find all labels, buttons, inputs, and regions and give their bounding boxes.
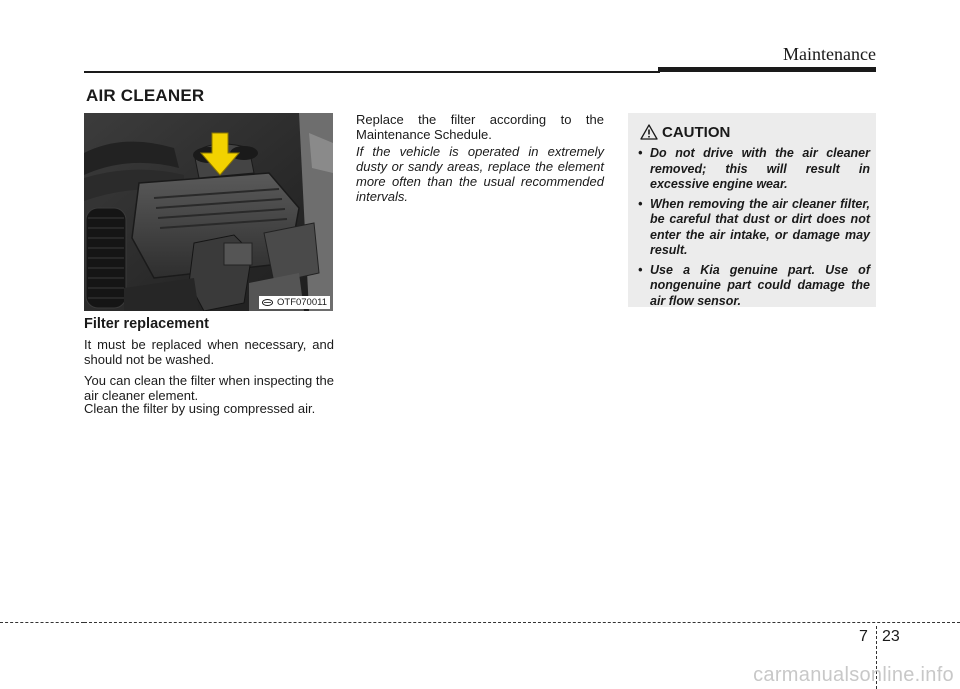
bullet: • (638, 146, 643, 160)
caution-item-text: When removing the air cleaner filter, be careful that dust or dirt does not enter the air intake, or damage may result. (650, 196, 870, 257)
caution-item (638, 263, 870, 310)
caution-item-text: Use a Kia genuine part. Use of nongenuine part could damage the air flow sensor. (650, 262, 870, 308)
paragraph-italic: If the vehicle is operated in extremely dusty or sandy areas, replace the element more often than the usual recommended intervals. (356, 144, 604, 204)
paragraph: You can clean the filter when inspecting the air cleaner element. (84, 373, 334, 403)
paragraph: Clean the filter by using compressed air. (84, 401, 316, 416)
watermark-link[interactable]: carmanualsonline.info (753, 664, 954, 686)
bullet: • (638, 196, 643, 211)
header-rule (84, 71, 660, 73)
warning-triangle-icon (640, 124, 658, 140)
subheading-filter-replacement: Filter replacement (84, 316, 209, 332)
chapter-number: 7 (859, 628, 868, 645)
paragraph: Replace the filter according to the Maintenance Schedule. (356, 112, 604, 142)
caution-header (640, 123, 730, 141)
section-title: AIR CLEANER (86, 86, 205, 105)
vehicle-outline-icon (262, 299, 273, 306)
bullet: • (638, 262, 643, 277)
caution-item-text: Do not drive with the air cleaner removed; this will result in excessive engine wear. (650, 146, 870, 191)
header-section-name: Maintenance (783, 44, 876, 64)
caution-title: CAUTION (662, 123, 731, 141)
caution-list (638, 146, 870, 313)
engine-bay-illustration (84, 113, 333, 311)
header-rule-accent (658, 67, 876, 72)
page-number: 23 (882, 628, 900, 645)
engine-bay-photo (84, 113, 333, 311)
caution-box (628, 113, 876, 307)
footer-rule (84, 622, 960, 623)
footer-rule (0, 622, 84, 623)
caution-item (638, 146, 870, 193)
photo-code-label (259, 296, 330, 309)
photo-code-text: OTF070011 (277, 297, 327, 308)
caution-item (638, 197, 870, 259)
paragraph: It must be replaced when necessary, and should not be washed. (84, 337, 334, 367)
